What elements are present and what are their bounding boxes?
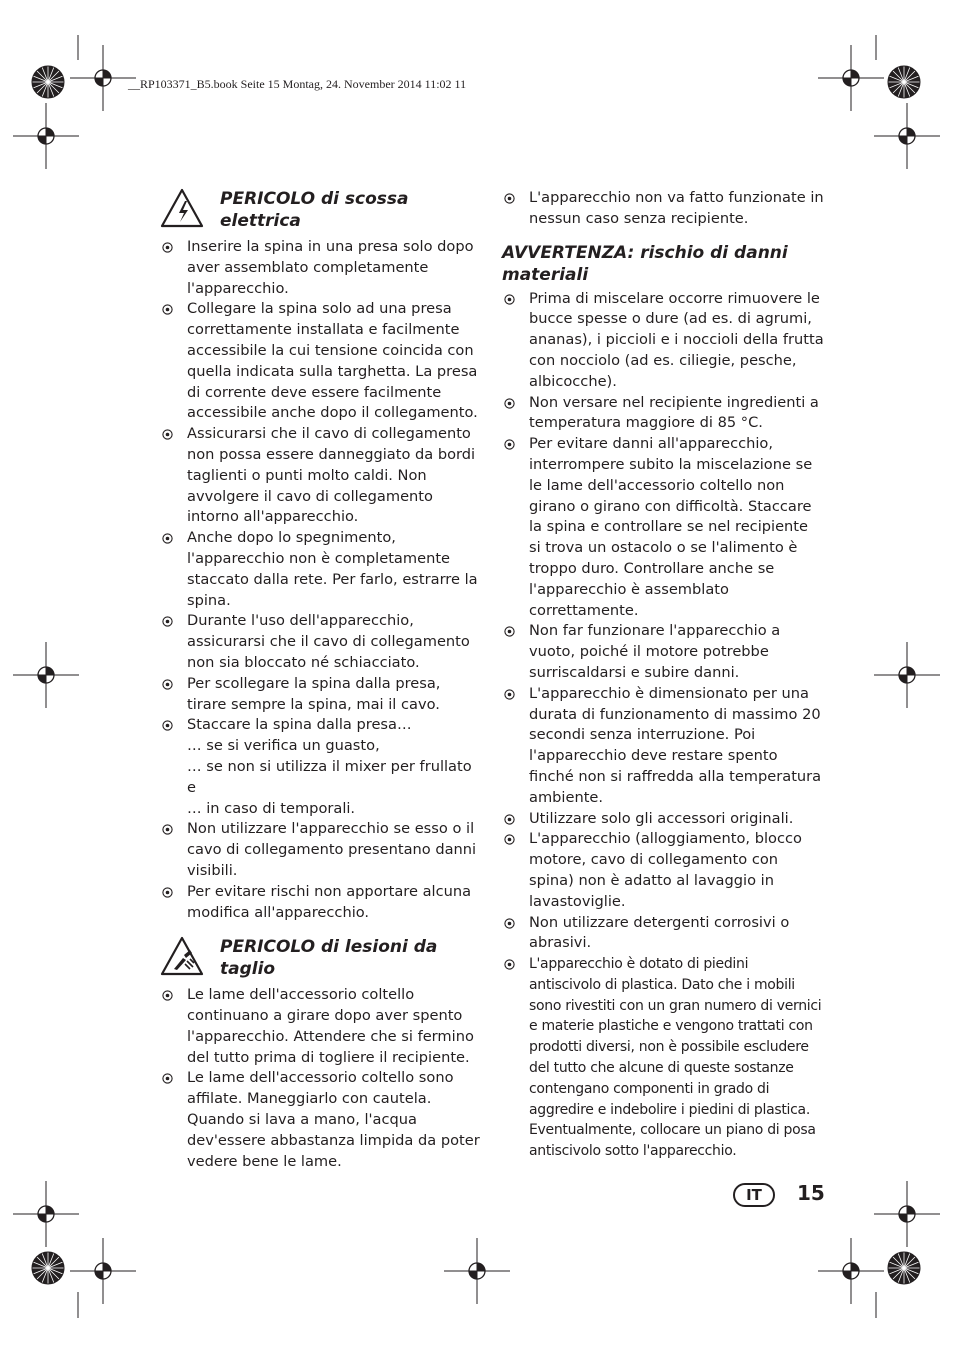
list-item-text: Non versare nel recipiente ingredienti a temperatura maggiore di 85 °C. bbox=[529, 393, 819, 432]
list-item-text: L'apparecchio è dotato di piedini antiscivolo di plastica. Dato che i mobili sono rivestiti con un gran numero di vernici e materie plastiche e vengono trattati con prodotti diversi, non è possibile escludere del tutto che alcune di queste sostanze contengano componenti in grado di aggredire e indebolire i piedini di plastica. Eventualmente, collocare un piano di posa antiscivolo sotto l'apparecchio. bbox=[529, 956, 822, 1160]
list-item-text: L'apparecchio (alloggiamento, blocco motore, cavo di collegamento con spina) non è adatto al lavaggio in lavastoviglie. bbox=[529, 830, 802, 910]
list-item bbox=[160, 528, 482, 611]
list-item-text: Le lame dell'accessorio coltello continuano a girare dopo aver spento l'apparecchio. Attendere che si fermino del tutto prima di togliere il recipiente. bbox=[187, 986, 474, 1066]
list-item bbox=[160, 299, 482, 424]
language-badge: IT bbox=[733, 1183, 775, 1207]
page-number: 15 bbox=[797, 1181, 825, 1205]
list-item bbox=[502, 809, 824, 830]
bullet-icon bbox=[162, 1073, 173, 1084]
list-item bbox=[502, 621, 824, 683]
bullet-icon bbox=[162, 429, 173, 440]
bullet-list bbox=[502, 188, 824, 230]
list-item bbox=[502, 188, 824, 230]
bullet-icon bbox=[504, 689, 515, 700]
list-item bbox=[160, 424, 482, 528]
bullet-icon bbox=[162, 304, 173, 315]
list-item bbox=[502, 434, 824, 621]
warning-electric-shock bbox=[160, 188, 482, 234]
bullet-icon bbox=[504, 834, 515, 845]
bullet-icon bbox=[162, 887, 173, 898]
list-item bbox=[502, 913, 824, 955]
list-item bbox=[502, 393, 824, 435]
list-item-text: Le lame dell'accessorio coltello sono affilate. Maneggiarlo con cautela. Quando si lava a mano, l'acqua dev'essere abbastanza limpida da poter vedere bene le lame. bbox=[187, 1069, 480, 1170]
list-item-text: Prima di miscelare occorre rimuovere le bucce spesse o dure (ad es. di agrumi, ananas), i piccioli e i noccioli della frutta con nocciolo (ad es. ciliegie, pesche, albicocche). bbox=[529, 289, 824, 390]
bullet-icon bbox=[162, 533, 173, 544]
right-column bbox=[502, 188, 824, 1162]
bullet-icon bbox=[162, 824, 173, 835]
bullet-icon bbox=[504, 439, 515, 450]
list-item-text: L'apparecchio non va fatto funzionate in nessun caso senza recipiente. bbox=[529, 189, 824, 227]
bullet-icon bbox=[504, 918, 515, 929]
bullet-icon bbox=[162, 720, 173, 731]
notice-title: AVVERTENZA: rischio di danni materiali bbox=[502, 242, 788, 285]
unplug-case: … se non si utilizza il mixer per frullato e bbox=[187, 757, 472, 796]
bullet-icon bbox=[504, 959, 515, 970]
bullet-icon bbox=[162, 679, 173, 690]
list-item-text: Non far funzionare l'apparecchio a vuoto, poiché il motore potrebbe surriscaldarsi e subire danni. bbox=[529, 622, 781, 681]
bullet-list bbox=[160, 237, 482, 923]
list-item bbox=[160, 819, 482, 881]
list-item-text: Durante l'uso dell'apparecchio, assicurarsi che il cavo di collegamento non sia bloccato né schiacciato. bbox=[187, 612, 470, 671]
list-item bbox=[502, 829, 824, 912]
warning-title: PERICOLO di lesioni da taglio bbox=[220, 937, 438, 980]
list-item-text: Per scollegare la spina dalla presa, tirare sempre la spina, mai il cavo. bbox=[187, 674, 441, 713]
list-item-unplug bbox=[160, 715, 482, 819]
warning-title: PERICOLO di scossa elettrica bbox=[220, 189, 409, 231]
bullet-icon bbox=[504, 814, 515, 825]
bullet-list bbox=[502, 289, 824, 1162]
bullet-icon bbox=[162, 990, 173, 1001]
electric-shock-warning-icon bbox=[160, 188, 204, 228]
unplug-lead: Staccare la spina dalla presa… bbox=[187, 716, 412, 734]
bullet-icon bbox=[504, 193, 515, 204]
list-item-text: Collegare la spina solo ad una presa correttamente installata e facilmente accessibile la cui tensione coincida con quella indicata sulla targhetta. La presa di corrente deve essere facilmente accessibile anche dopo il collegamento. bbox=[187, 300, 478, 422]
bullet-icon bbox=[504, 398, 515, 409]
list-item-text: Inserire la spina in una presa solo dopo aver assemblato completamente l'apparecchio. bbox=[187, 238, 474, 297]
list-item-text: Anche dopo lo spegnimento, l'apparecchio non è completamente staccato dalla rete. Per farlo, estrarre la spina. bbox=[187, 529, 478, 609]
list-item-text: Assicurarsi che il cavo di collegamento non possa essere danneggiato da bordi taglienti o punti molto caldi. Non avvolgere il cavo di collegamento intorno all'apparecchio. bbox=[187, 425, 476, 526]
list-item-text: Per evitare danni all'apparecchio, interrompere subito la miscelazione se le lame dell'accessorio coltello non girano o girano con difficoltà. Staccare la spina e controllare se nel recipiente si trova un ostacolo o se l'alimento è troppo duro. Controllare anche se l'apparecchio è assemblato correttamente. bbox=[529, 435, 813, 619]
list-item bbox=[502, 684, 824, 809]
list-item-text: Non utilizzare l'apparecchio se esso o il cavo di collegamento presentano danni visibili. bbox=[187, 820, 477, 879]
bullet-list bbox=[160, 985, 482, 1172]
unplug-case: … in caso di temporali. bbox=[187, 799, 356, 817]
cut-hazard-warning-icon bbox=[160, 936, 204, 976]
list-item bbox=[160, 1068, 482, 1172]
list-item bbox=[502, 289, 824, 393]
left-column bbox=[160, 188, 482, 1172]
bullet-icon bbox=[162, 242, 173, 253]
list-item-text: Utilizzare solo gli accessori originali. bbox=[529, 809, 794, 827]
print-file-info: __RP103371_B5.book Seite 15 Montag, 24. November 2014 11:02 11 bbox=[128, 77, 467, 91]
list-item bbox=[160, 985, 482, 1068]
list-item bbox=[160, 611, 482, 673]
list-item-text: Per evitare rischi non apportare alcuna modifica all'apparecchio. bbox=[187, 882, 472, 921]
bullet-icon bbox=[504, 294, 515, 305]
unplug-case: … se si verifica un guasto, bbox=[187, 737, 380, 755]
list-item bbox=[160, 674, 482, 716]
bullet-icon bbox=[162, 616, 173, 627]
list-item bbox=[502, 954, 824, 1162]
list-item bbox=[160, 882, 482, 924]
bullet-icon bbox=[504, 626, 515, 637]
list-item bbox=[160, 237, 482, 299]
list-item-text: L'apparecchio è dimensionato per una durata di funzionamento di massimo 20 secondi senza interruzione. Poi l'apparecchio deve restare spento finché non si raffredda alla temperatura ambiente. bbox=[529, 684, 822, 806]
warning-cut-hazard bbox=[160, 936, 482, 982]
list-item-text: Non utilizzare detergenti corrosivi o abrasivi. bbox=[529, 913, 790, 952]
